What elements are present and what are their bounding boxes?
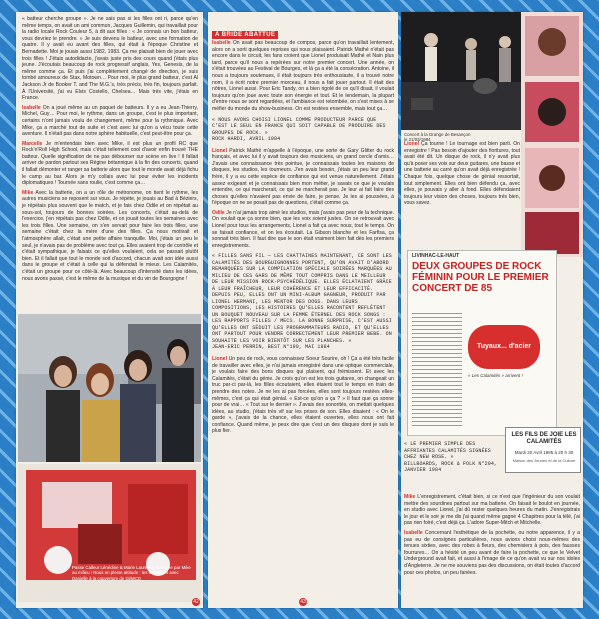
speaker-name: Mike (404, 494, 416, 500)
collage-caption: Passe Calleur Lénédine & Marie Laurence trafiquée par Mike au milieu ! Nous en pleine attitude : les Calamités avec Danielle à la couverture de Di/MCD (72, 565, 191, 581)
page-right-text-bottom (404, 494, 580, 579)
paragraph-text: Patrick Mathé m'appelle à l'époque, une sorte de Gary Glitter du rock français, et avec lui il y avait toujours des musiciens, un grand cercle d'amis… J'avais une connaissance très pointue, je connaissais toutes les maisons de disques, les studios, les tourneurs. J'en avais besoin, j'étais un peu leur grand frère, il y a eu cette espèce de confiance qui est venue naturellement. J'étais assez exigeant et je connaissais bien mon métier, je savais ce que je voulais entendre, ce qui marcherait, ce qui ne marcherait pas. Je leur ai fait faire des choses qu'elles n'avaient pas envie de faire, je pense. Je les ai poussées, à l'époque on ne se posait pas de questions, c'était comme ça. (212, 147, 395, 207)
speaker-name: Odile (212, 209, 225, 216)
clipping-badge: Tuyaux... d'acier (468, 325, 540, 369)
pull-quote-rock-folk (404, 441, 504, 474)
concert-ticket (505, 427, 581, 473)
quote-text: « NOUS AVONS CHOISI LIONEL COMME PRODUCTEUR PARCE QUE C'EST LE SEUL EN FRANCE QUI SOIT CAPABLE DE PRODUIRE DES GROUPES DE ROCK. » (212, 116, 386, 136)
paragraph-text: Un peu de rock, vous connaissez Soeur Sourire, oh ! Ça a été très facile de travailler avec elles, je n'ai jamais enregistré dans une optique commerciale, je voulais faire des bons disques qui plaisent, qui frémissent. Et avec les Calamités, c'était du génie. Je crois qu'on est les trois guitares, on changeait un truc par-ci par-là, les filles écoutaient, elles étaient tout le temps en train de prendre des notes. Je ne les ai pas forcées, elles sont toujours restées elles-mêmes, c'est ça qui était génial. « Est-ce qu'on a ça ? » Il faut que ça sonne pour de vrai… « Tout sur le dernier ». J'avais des sonorités, on mettait quelques idées, au studio, j'étais très vif sur les prises de son. Elles disaient : « On le garde », j'avais de la chance, elles étaient ouvertes, elles nous ont fait confiance. Quand même, je peux dire que c'est un des disques dont je suis le plus fier. (212, 355, 394, 435)
ticket-date: Mardi 20 Avril 1985 à 20 h 30 (514, 450, 574, 455)
paragraph-mike-2 (404, 494, 580, 527)
ticket-title: LES FILS DE JOIE LES CALAMITÉS (511, 432, 577, 445)
newspaper-clipping (407, 250, 557, 436)
red-collage-image (18, 464, 201, 602)
clipping-heading: LIVINHAC-LE-HAUT (412, 253, 460, 259)
paragraph-text: Je n'ai jamais trop aimé les studios, mais j'avais pas peur de la technique. On voulait que ça sonne bien, que les voix soient justes. On se retrouvait avec Lionel pour tous les arrangements, Lionel a fait ça avec nous, tout le temps. On se faisait confiance, et on les écoutait. La Gibson blanche et les Farfisa, ça sonnait très bien. Il faut dire que le son était vraiment bien fait dès les premiers enregistrements. (212, 209, 394, 249)
paragraph-text: Je m'entendais bien avec Mike, il est plus un profil RC que Rock'n'Roll High School, mais c'était tellement cool d'avoir enfin trouvé THE batteur. Quelle signification de ne pas débourser sur scène en live ! Il fallait arriver de pardon partout ses Régine britannique à la fin des concerts, quand il fallait démonter et ranger sa batterie alors que tout le monde avait déjà fichu le camp au bar. Alors je m'y collais avec lui pour éviter les incidents diplomatiques ! Tournée sans roulie, c'est comme ça… (22, 140, 199, 187)
speaker-name: Marcelle (22, 140, 43, 147)
paragraph-text: Avec la batterie, on a un rôle de métronome, on tient le rythme, les autres musiciens se reposent sur vous. Je répète, je jouais au Bad à Béziers, je répétais plus souvent que le match, et je fais chez Odile et on répétait au sous-sol, toujours de bonnes soirées. Les concerts, c'était au-delà de l'exercice, j'en répétais pas chez Odile, et on jouait toutes les semaines avec les trois filles. Une semaine, on s'en servait pour faire les trois filles, une semaine c'était chez la mère d'une des filles. Ça nous motivait et l'atmosphère allait, c'était une petite affaire tranquille. Moi, j'étais un peu le seul, je n'avais pas de problème avec tout ça. Elles avaient trop de contrôle et c'était sympathique, je faisais ce qu'elles voulaient, cela se passait plutôt bien. Et il fallait que tout le monde soit d'accord, chacun avait son idée aussi dans le groupe et c'était à celle qui la défendait le mieux. Les Calamités, c'était un groupe pour ce côté-là. Avec beaucoup d'intensité dans les idées, nous avons passé, c'est le même de la musique et du vin de Bourgogne ! (22, 189, 198, 282)
page-number-middle: 43 (300, 599, 306, 605)
band-photo-image (18, 314, 201, 462)
speaker-name: Isabelle (212, 40, 231, 46)
red-collage-photo (18, 464, 201, 602)
pull-quote-best (212, 253, 394, 351)
section-tag: À BRIDE ABATTUE (212, 31, 278, 39)
speaker-name: Lionel (212, 147, 227, 154)
paragraph-text: Ça tourne ! Le tournage est bien parti. On enregistre ! Pas besoin d'ajouter des fioritures, tout avait été dit. Un disque de rock, il n'y avait plus qu'à poser ses voix sur deux guitares, une basse et une batterie au carré qu'on avait déjà enregistrée ! Chaque fois, quelque chose de génial ressortait, tout simplement. Elles ont bien défendu ça, avec elles, je pouvais y aller à fond. Elles défendaient toujours leur vision des choses, toujours très bien, vous savez. (404, 141, 521, 207)
speaker-name: Lionel (212, 355, 227, 362)
speaker-name: Isabelle (404, 529, 423, 536)
quote-text: « FILLES SANS FIL — LES CHATTAINES MAINTENANT, CE SONT LES CALAMITÉS DES BOURGUIGNONNES PORTENT, QU'ON AVAIT D'ABORD REMARQUÉES SUR LA COMPILATION SPÉCIALE SOIRÉES MARQUÉES AU MILIEU DE CES GARS DE MÊME TOUT COMPRIS DANS LE MEILLEUR DE LEUR MISSION ROCK-PSYCHÉDÉLIQUE. ELLES ÉCLATAIENT GRÂCE À LEUR FRAÎCHEUR, LEUR COHÉRENCE ET LEUR EFFICACITÉ. DEPUIS PEU, ELLES ONT UN MINI-ALBUM GAGNEUR, PRODUIT PAR LIONEL HERMANI, LES MENTOR DES DOGS. DANS LEURS COMPOSITIONS, LES HISTOIRES QU'ELLES RACONTENT REFLÈTENT UN BOUQUET NOUVEAU SUR LA FEMME ÉTERNEL DES ROCK SONGS : LES RAPPORTS FILLES / MECS. LA BONNE SURPRISE, C'EST AUSSI QU'ELLES ONT SÉDUIT LES PROGRAMMATEURS RADIO, ET QU'ELLES ONT PARTOUT POUR VENDRE CORRECTEMENT LEUR PREMIER BEBE. ON SOUHAITE LES VOIR BIENTÔT SUR LES PLANCHES. » (212, 253, 392, 344)
page-left-text-column (22, 16, 199, 282)
band-photo (18, 314, 201, 462)
intro-paragraph: « batteur cherche groupe ». Je ne sais pas si les filles ont ri, parce qu'en même temps, on avait un ami commun, Jacques Guillemin, qui travaillait pour la radio locale Rock Couleur 5, à dit aux filles : « Je connais un bon batteur, vous devriez le prendre. » Je suis devenu le batteur, avec une formation de quatre. Il y avait eu avant des filles, qui était à l'époque Christine et Bernadette. Moi je jouais aussi 1982, 1983. Ça me plaisait bien de jouer avec trois filles ! J'étais autodidacte, j'avais juste pris des cours quand j'étais plus jeune. J'écoutais beaucoup de rock progressif anglais, Yes, Genesis, de la même comme ça. Et puis j'ai complètement changé de direction, je suis tombé amoureux de Stax, Motown… Pour moi, le plus grand batteur, c'est Al Jackson Jr de Booker T. and The M.G.'s, très précis, très fin, toujours parfait. À l'Université, j'ai vu Elvis Costello, Chelsea… Mais très vite, j'étais en France. (22, 16, 198, 102)
concert-photo-image (401, 12, 521, 130)
paragraph-text: L'enregistrement, c'était bien, si ce n'est que l'ingénieur du son voulait mettre des sourdines partout sur ma batterie. On faisait le boulot en journée, en studio avec Lionel, j'ai dû rester quelques heures du matin. J'enregistrais le jour et le soir je me dis j'ai quand même gagné 4 Chapitres pour la télé, j'ai pas rien foiré, c'est déjà ça. L'adore Super-Mitch et Mitchelle. (404, 494, 580, 527)
cover-collage-photo (521, 12, 583, 257)
page-right (401, 12, 583, 608)
paragraph-text: On a joué même au un paquet de batteurs. Il y a eu Jean-Thierry, Michel, Guy… Pour moi, le rythme, dans un groupe, c'est le plus important, certains n'ont jamais voulu de changement, même pour la rythmique. Avec Mike, ça a marché tout de suite et c'est avec lui qu'on a vécu toute cette aventure. Il n'était pas dans notre sphère habituelle, c'est peut-être pour ça. (22, 104, 198, 138)
paragraph-lionel (212, 148, 394, 207)
page-middle-text-column (212, 40, 394, 438)
clipping-body-lines (412, 311, 462, 429)
cover-collage-image (521, 12, 583, 257)
paragraph-mike (22, 189, 198, 282)
paragraph-isabelle (22, 105, 198, 138)
paragraph-marcelle (22, 141, 198, 187)
page-number-left: 42 (193, 599, 199, 605)
quote-source: BILLBOARDS, ROCK & FOLK N°204, JANVIER 1984 (404, 460, 498, 473)
paragraph-lionel-3 (404, 141, 520, 207)
page-left (16, 12, 203, 608)
speaker-name: Mike (22, 189, 34, 196)
quote-source: JEAN-ERIC PERRIN, BEST N°190, MAI 1984 (212, 344, 330, 351)
clipping-sub: « Les Calamités » arrivent ! (468, 373, 523, 378)
quote-text: « LE PREMIER SIMPLE DES AFFRIANTES CALAMITÉS SIGNÉES CHEZ NEW ROSE. » (404, 441, 491, 460)
paragraph-lionel-2 (212, 356, 394, 435)
page-middle (208, 12, 398, 608)
paragraph-text: Concernant l'esthétique de la pochette, ou notre apparence, il y a pas eu de consignes particulières, nous avions choisi nous-mêmes des tenues sixties, avec des robes à fleurs, des chemisiers à pois, des fausses fourrures… On a hésité un peu avant de faire la pochette, ce que le Velvet Underground avait fait, et aussi à l'image de ce qu'on avait vu sur nos idoles d'Angleterre. Je ne me souviens pas des discussions, on était toutes d'accord pour ces photos, un peu fanées. (404, 529, 580, 576)
page-right-text-mid (404, 437, 504, 479)
quote-source: ROCK HARDI, AVRIL 1984 (212, 136, 281, 143)
concert-photo (401, 12, 521, 130)
speaker-name: Isabelle (22, 104, 41, 111)
page-right-text-top (404, 141, 520, 210)
concert-caption: Concert à la Grange de Besançon le 21/03/1984 (404, 132, 471, 143)
paragraph-text: On avait pas beaucoup de compos, parce qu'on travaillait lentement, alors on a sorti quelques reprises qui nous plaisaient. Patrick Mathé n'était pas encore dans le circuit, les fans croient que Lionel produisait Mathé et Nain plus tard, parce qu'il nous a repérées sur notre premier concert. Une année, on s'était trouvées au Festival de Bourges, et là ça a été la consécration. Antoine, il nous a toujours soutenues, il était toujours très enthousiaste, il a trouvé notre nom, il a écrit notre premier morceau, il nous a fait jouer partout. Il était des nôtres, Lionel aussi. Pour Eric Tandy, on a bien rigolé de ce qu'il disait, il voulait toujours qu'on joue avec toute son énergie et tout. Et le lendemain, la plupart d'entre nous se sont regardées, et l'ambiance est retombée, on s'est mises à se méfier du monde du show-business. On est restées ensemble, mais tout ça… (212, 40, 394, 112)
paragraph-odile (212, 210, 394, 250)
ticket-venue: Maison des Jeunes et de la Culture (512, 458, 576, 463)
clipping-title: DEUX GROUPES DE ROCK FÉMININ POUR LE PREMIER CONCERT DE 85 (412, 261, 549, 294)
speaker-name: Lionel (404, 141, 419, 147)
paragraph-isabelle-intro (212, 40, 394, 113)
pull-quote-rock-hardi (212, 117, 394, 143)
paragraph-isabelle-2 (404, 530, 580, 576)
